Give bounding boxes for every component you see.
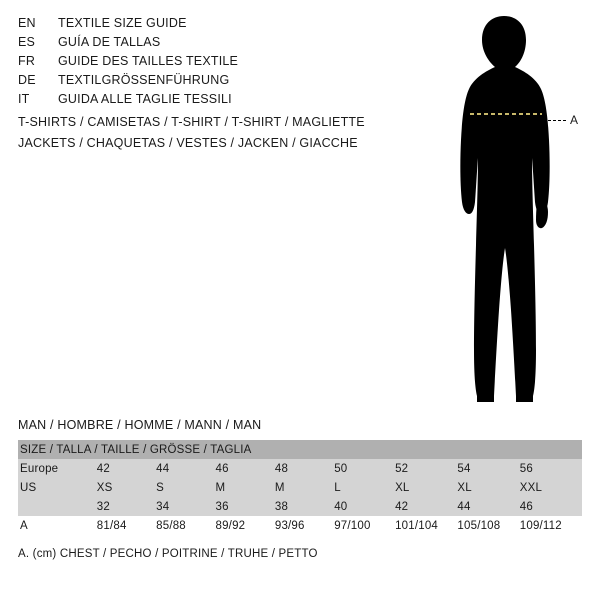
cell-value: 101/104 [395, 516, 457, 535]
cell-value: 36 [215, 497, 274, 516]
callout-label-a: A [570, 113, 579, 127]
cell-value: 105/108 [457, 516, 519, 535]
table-row [18, 516, 582, 535]
table-group-title: MAN / HOMBRE / HOMME / MANN / MAN [18, 418, 262, 432]
language-row [18, 54, 418, 73]
callout-dash-line [548, 120, 566, 121]
table-header-row [18, 440, 582, 459]
size-table-wrapper [18, 440, 582, 535]
table-row [18, 478, 582, 497]
cell-value: 56 [520, 459, 582, 478]
cell-value: XS [97, 478, 156, 497]
language-text: GUIDA ALLE TAGLIE TESSILI [58, 92, 232, 106]
cell-value: 32 [97, 497, 156, 516]
cell-value: 50 [334, 459, 395, 478]
cell-value: M [215, 478, 274, 497]
size-table [18, 440, 582, 535]
category-line-jackets: JACKETS / CHAQUETAS / VESTES / JACKEN / GIACCHE [18, 136, 358, 150]
cell-value: 97/100 [334, 516, 395, 535]
language-text: GUÍA DE TALLAS [58, 35, 161, 49]
silhouette-icon [420, 10, 595, 410]
category-block [18, 112, 365, 154]
language-code: FR [18, 54, 36, 68]
language-row [18, 35, 418, 54]
category-line-tshirts: T-SHIRTS / CAMISETAS / T-SHIRT / T-SHIRT / MAGLIETTE [18, 115, 365, 129]
cell-value: 44 [156, 459, 215, 478]
cell-value: 93/96 [275, 516, 334, 535]
language-code: IT [18, 92, 30, 106]
language-text: GUIDE DES TAILLES TEXTILE [58, 54, 239, 68]
row-label [18, 497, 97, 516]
row-label: A [18, 516, 97, 535]
cell-value: 46 [520, 497, 582, 516]
cell-value: 52 [395, 459, 457, 478]
cell-value: 38 [275, 497, 334, 516]
language-text: TEXTILGRÖSSENFÜHRUNG [58, 73, 230, 87]
cell-value: M [275, 478, 334, 497]
table-header-label: SIZE / TALLA / TAILLE / GRÖSSE / TAGLIA [18, 440, 582, 459]
table-row [18, 497, 582, 516]
table-row [18, 459, 582, 478]
cell-value: 81/84 [97, 516, 156, 535]
cell-value: 44 [457, 497, 519, 516]
cell-value: 109/112 [520, 516, 582, 535]
cell-value: 85/88 [156, 516, 215, 535]
cell-value: S [156, 478, 215, 497]
cell-value: 42 [97, 459, 156, 478]
row-label: Europe [18, 459, 97, 478]
cell-value: 46 [215, 459, 274, 478]
cell-value: 89/92 [215, 516, 274, 535]
language-code: DE [18, 73, 36, 87]
cell-value: 34 [156, 497, 215, 516]
language-row [18, 16, 418, 35]
cell-value: XXL [520, 478, 582, 497]
cell-value: 54 [457, 459, 519, 478]
language-header-block [18, 16, 418, 111]
cell-value: XL [457, 478, 519, 497]
cell-value: XL [395, 478, 457, 497]
language-text: TEXTILE SIZE GUIDE [58, 16, 187, 30]
table-footnote: A. (cm) CHEST / PECHO / POITRINE / TRUHE / PETTO [18, 548, 318, 560]
language-row [18, 92, 418, 111]
row-label: US [18, 478, 97, 497]
cell-value: L [334, 478, 395, 497]
language-code: EN [18, 16, 36, 30]
language-row [18, 73, 418, 92]
cell-value: 40 [334, 497, 395, 516]
cell-value: 48 [275, 459, 334, 478]
male-silhouette-figure [420, 10, 595, 410]
cell-value: 42 [395, 497, 457, 516]
language-code: ES [18, 35, 36, 49]
